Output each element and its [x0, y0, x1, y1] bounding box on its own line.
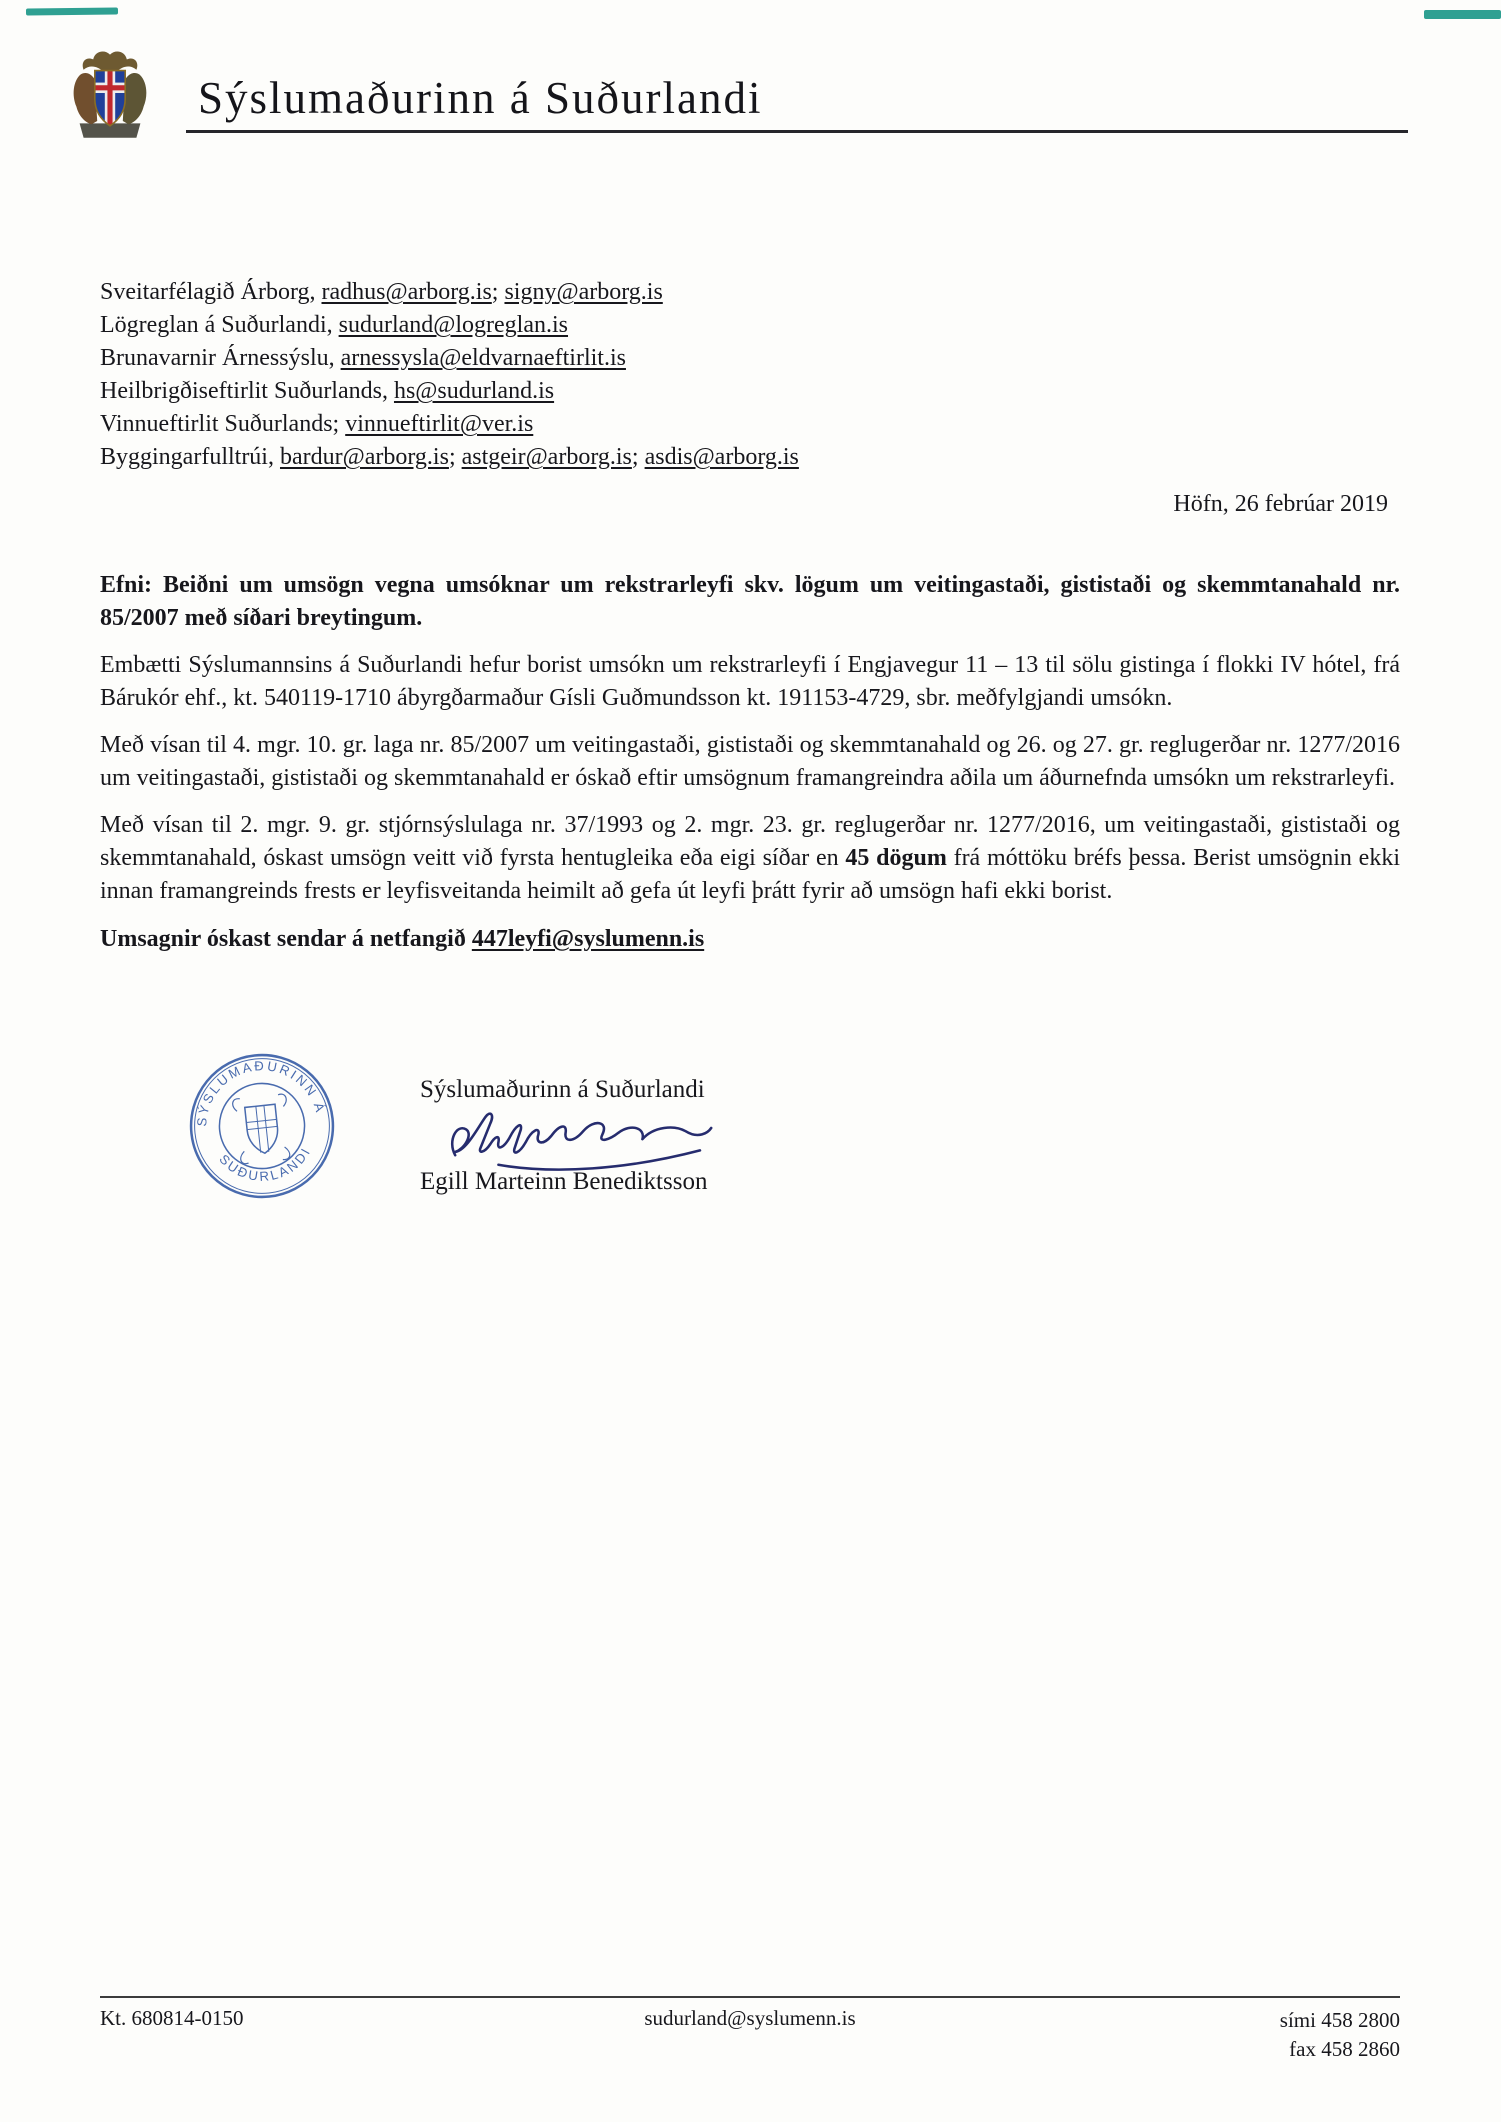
coat-of-arms-logo: [70, 48, 150, 142]
footer-kt: Kt. 680814-0150: [100, 2006, 244, 2030]
recipient-line: [100, 441, 1400, 474]
text-run: Með vísan til 2. mgr. 9. gr. stjórnsýslulaga nr. 37/1993 og 2. mgr. 23. gr. reglugerðar nr. 1277/2016, um veitingastaði, gististaði og skemmtanahald, óskast umsögn veitt við fyrsta hentugleika eða eigi síðar en: [100, 812, 1400, 871]
text-run: Heilbrigðiseftirlit Suðurlands,: [100, 378, 394, 404]
signature-org-line: Sýslumaðurinn á Suðurlandi: [420, 1076, 705, 1103]
email-link[interactable]: 447leyfi@syslumenn.is: [471, 926, 705, 952]
email-link[interactable]: radhus@arborg.is: [321, 279, 492, 305]
footer-phone: sími 458 2800: [1279, 2008, 1400, 2032]
text-run: Embætti Sýslumannsins á Suðurlandi hefur borist umsókn um rekstrarleyfi í Engjavegur 11 – 13 til sölu gistinga í flokki IV hótel, frá Bárukór ehf., kt. 540119-1710 ábyrgðarmaður Gísli Guðmundsson kt. 191153-4729, sbr. meðfylgjandi umsókn.: [100, 652, 1400, 711]
letter-body: [100, 276, 1400, 956]
scan-artifact-left: [26, 8, 118, 16]
recipient-line: [100, 375, 1400, 408]
text-run: frá móttöku bréfs þessa. Berist umsögnin ekki innan framangreinds frests er leyfisveitanda heimilt að gefa út leyfi þrátt fyrir að umsögn hafi ekki borist.: [100, 845, 1400, 904]
scan-artifact-right: [1424, 10, 1501, 19]
official-seal-icon: [178, 1042, 345, 1209]
email-link[interactable]: asdis@arborg.is: [644, 444, 799, 470]
text-run: 45 dögum: [845, 845, 947, 871]
seal-bottom-text: SUÐURLANDI: [216, 1144, 314, 1184]
text-run: ;: [448, 444, 462, 470]
coat-of-arms-icon: [70, 48, 150, 142]
email-link[interactable]: astgeir@arborg.is: [461, 444, 632, 470]
recipient-line: [100, 276, 1400, 309]
footer-contact: [967, 2006, 1400, 2064]
text-run: Vinnueftirlit Suðurlands;: [100, 411, 346, 437]
footer-fax: fax 458 2860: [1289, 2037, 1400, 2061]
footer-email: sudurland@syslumenn.is: [644, 2006, 856, 2030]
recipient-list: [100, 276, 1400, 474]
footer-rule: [100, 1996, 1400, 1998]
date-line: Höfn, 26 febrúar 2019: [1173, 491, 1388, 517]
recipient-line: [100, 309, 1400, 342]
email-link[interactable]: sudurland@logreglan.is: [338, 312, 569, 338]
closing-request-line: [100, 923, 1400, 956]
text-run: ;: [491, 279, 505, 305]
text-run: Brunavarnir Árnessýslu,: [100, 345, 341, 371]
email-link[interactable]: vinnueftirlit@ver.is: [345, 411, 534, 437]
signer-name: Egill Marteinn Benediktsson: [420, 1168, 708, 1195]
signature-block: [420, 1076, 980, 1196]
svg-text:SUÐURLANDI: [215, 1142, 316, 1188]
header-rule: [186, 130, 1408, 133]
seal-top-text: SÝSLUMAÐURINN Á: [194, 1058, 329, 1128]
recipient-line: [100, 342, 1400, 375]
email-link[interactable]: bardur@arborg.is: [279, 444, 449, 470]
text-run: Lögreglan á Suðurlandi,: [100, 312, 339, 338]
subject-line: Efni: Beiðni um umsögn vegna umsóknar um rekstrarleyfi skv. lögum um veitingastaði, gististaði og skemmtanahald nr. 85/2007 með síðari breytingum.: [100, 572, 1400, 631]
text-run: Umsagnir óskast sendar á netfangið: [100, 926, 472, 952]
recipient-line: [100, 408, 1400, 441]
email-link[interactable]: hs@sudurland.is: [393, 378, 555, 404]
paragraph-3: [100, 809, 1400, 908]
svg-text:SÝSLUMAÐURINN Á: [188, 1051, 329, 1128]
paragraph-2: [100, 729, 1400, 795]
text-run: ;: [631, 444, 645, 470]
paragraph-1: [100, 649, 1400, 715]
text-run: Sveitarfélagið Árborg,: [100, 279, 322, 305]
email-link[interactable]: arnessysla@eldvarnaeftirlit.is: [340, 345, 626, 371]
org-title: Sýslumaðurinn á Suðurlandi: [198, 73, 763, 123]
footer: [100, 2006, 1400, 2064]
email-link[interactable]: signy@arborg.is: [504, 279, 663, 305]
official-seal: [178, 1042, 345, 1209]
text-run: Byggingarfulltrúi,: [100, 444, 280, 470]
text-run: Með vísan til 4. mgr. 10. gr. laga nr. 85/2007 um veitingastaði, gististaði og skemmtanahald og 26. og 27. gr. reglugerðar nr. 1277/2016 um veitingastaði, gististaði og skemmtanahald er óskað eftir umsögnum framangreindra aðila um áðurnefnda umsókn um rekstrarleyfi.: [100, 732, 1400, 791]
